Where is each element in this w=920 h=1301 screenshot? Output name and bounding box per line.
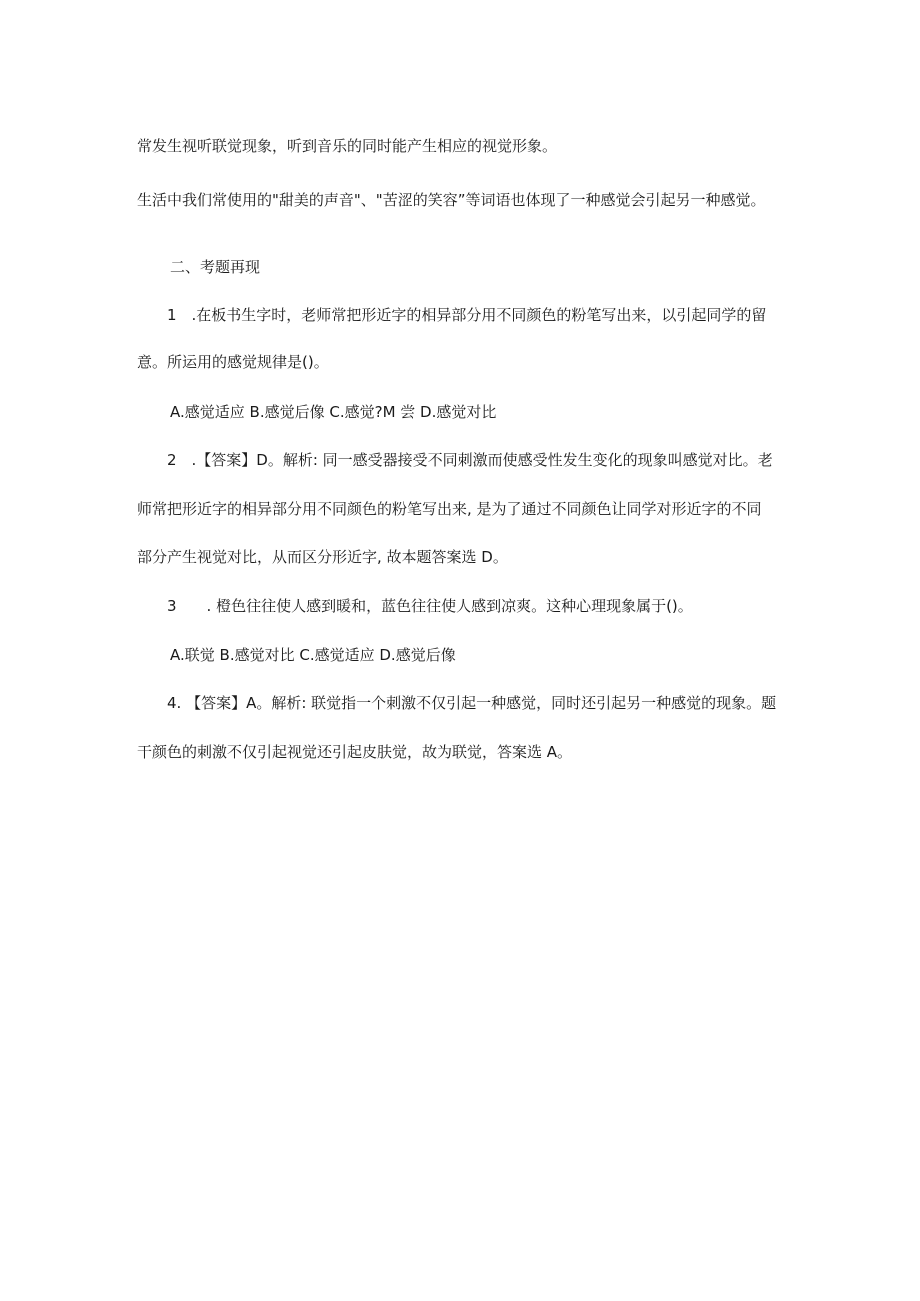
answer-4-line-2: 干颜色的刺激不仅引起视觉还引起皮肤觉，故为联觉，答案选 A。	[137, 743, 573, 761]
paragraph-word-examples: 生活中我们常使用的"甜美的声音"、"苦涩的笑容”等词语也体现了一种感觉会引起另一种感觉。	[137, 191, 766, 209]
question-1-line-2: 意。所运用的感觉规律是()。	[137, 353, 329, 371]
answer-2-line-3: 部分产生视觉对比，从而区分形近字, 故本题答案选 D。	[137, 548, 508, 566]
question-3-options: A.联觉 B.感觉对比 C.感觉适应 D.感觉后像	[170, 646, 456, 664]
section-heading: 二、考题再现	[170, 258, 261, 276]
paragraph-synesthesia-example: 常发生视听联觉现象，听到音乐的同时能产生相应的视觉形象。	[137, 137, 558, 155]
question-1-options: A.感觉适应 B.感觉后像 C.感觉?M 尝 D.感觉对比	[170, 403, 497, 421]
question-3-line-1: 3 . 橙色往往使人感到暖和，蓝色往往使人感到凉爽。这种心理现象属于()。	[167, 597, 693, 615]
answer-4-line-1: 4. 【答案】A。解析: 联觉指一个刺激不仅引起一种感觉，同时还引起另一种感觉的现象。题	[167, 694, 777, 712]
answer-2-line-2: 师常把形近字的相异部分用不同颜色的粉笔写出来, 是为了通过不同颜色让同学对形近字的不同	[137, 500, 762, 518]
answer-2-line-1: 2 .【答案】D。解析: 同一感受器接受不同刺激而使感受性发生变化的现象叫感觉对比。老	[167, 451, 773, 469]
question-1-line-1: 1 .在板书生字时，老师常把形近字的相异部分用不同颜色的粉笔写出来，以引起同学的留	[167, 306, 767, 324]
